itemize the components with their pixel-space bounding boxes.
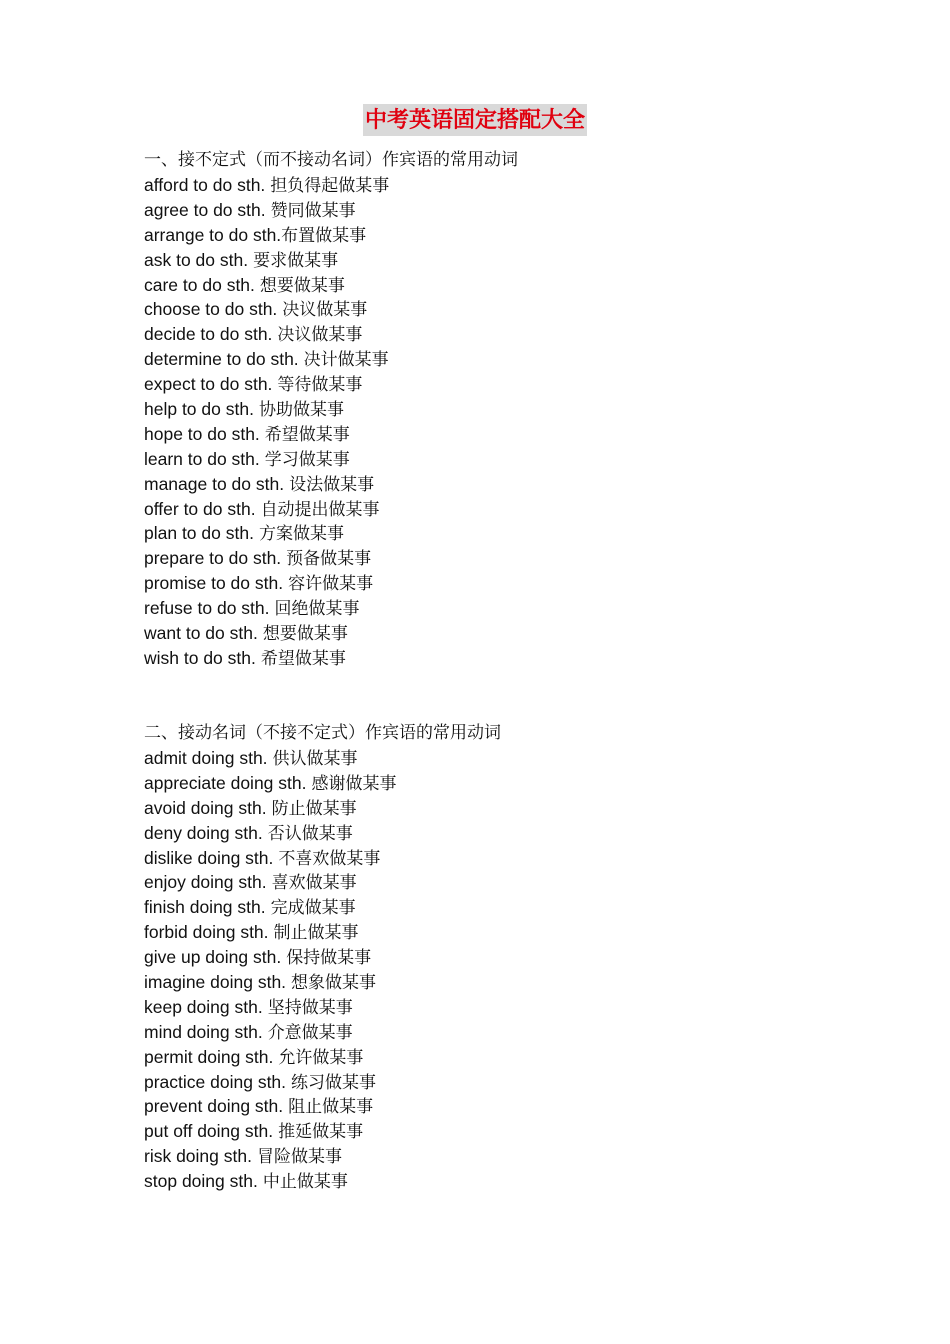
phrase-chinese: 不喜欢做某事: [278, 848, 381, 869]
phrase-english: care to do sth.: [144, 274, 255, 295]
list-item: [144, 546, 518, 571]
list-item: [144, 596, 518, 621]
phrase-english: avoid doing sth.: [144, 797, 267, 818]
phrase-english: finish doing sth.: [144, 897, 266, 918]
phrase-chinese: 冒险做某事: [256, 1147, 342, 1168]
phrase-english: ask to do sth.: [144, 249, 249, 270]
list-item: [144, 646, 518, 671]
phrase-english: afford to do sth.: [144, 175, 266, 195]
list-item: [144, 920, 501, 945]
phrase-chinese: 方案做某事: [258, 524, 344, 545]
phrase-chinese: 供认做某事: [272, 749, 358, 769]
phrase-chinese: 等待做某事: [277, 375, 363, 396]
list-item: [144, 372, 518, 397]
phrase-chinese: 赞同做某事: [270, 200, 356, 221]
phrase-chinese: 介意做某事: [267, 1022, 353, 1043]
list-item: [144, 173, 518, 198]
phrase-chinese: 希望做某事: [264, 424, 350, 445]
phrase-chinese: 学习做某事: [264, 449, 350, 470]
list-item: [144, 571, 518, 596]
section-heading: 二、接动名词（不接不定式）作宾语的常用动词: [144, 723, 501, 743]
phrase-chinese: 回绝做某事: [274, 599, 360, 620]
phrase-chinese: 要求做某事: [253, 250, 339, 271]
phrase-english: arrange to do sth.: [144, 224, 282, 245]
phrase-english: agree to do sth.: [144, 199, 266, 220]
phrase-chinese: 担负得起做某事: [270, 176, 390, 196]
phrase-english: prevent doing sth.: [144, 1096, 284, 1117]
list-item: [144, 945, 501, 970]
list-item: [144, 472, 518, 497]
phrase-chinese: 允许做某事: [278, 1047, 364, 1068]
phrase-english: hope to do sth.: [144, 423, 260, 444]
list-item: [144, 746, 501, 771]
list-item: [144, 273, 518, 298]
phrase-english: risk doing sth.: [144, 1146, 252, 1167]
list-item: [144, 895, 501, 920]
phrase-english: plan to do sth.: [144, 523, 254, 544]
phrase-english: offer to do sth.: [144, 498, 256, 519]
section-heading: 一、接不定式（而不接动名词）作宾语的常用动词: [144, 150, 518, 170]
phrase-chinese: 希望做某事: [260, 648, 346, 669]
list-item: [144, 796, 501, 821]
list-item: [144, 1045, 501, 1070]
phrase-chinese: 自动提出做某事: [260, 499, 380, 520]
phrase-english: determine to do sth.: [144, 349, 299, 370]
phrase-english: learn to do sth.: [144, 448, 260, 469]
phrase-english: manage to do sth.: [144, 473, 285, 494]
list-item: [144, 1020, 501, 1045]
phrase-chinese: 否认做某事: [267, 823, 353, 844]
phrase-list: [144, 173, 518, 671]
phrase-chinese: 想要做某事: [259, 275, 345, 296]
phrase-english: admit doing sth.: [144, 748, 268, 768]
phrase-chinese: 布置做某事: [281, 225, 367, 246]
section-infinitive-verbs: [144, 148, 518, 671]
phrase-chinese: 设法做某事: [289, 474, 375, 495]
list-item: [144, 821, 501, 846]
phrase-chinese: 制止做某事: [273, 923, 359, 944]
list-item: [144, 1119, 501, 1144]
list-item: [144, 322, 518, 347]
list-item: [144, 198, 518, 223]
phrase-english: deny doing sth.: [144, 822, 263, 843]
phrase-english: expect to do sth.: [144, 374, 273, 395]
phrase-chinese: 容许做某事: [288, 574, 374, 595]
list-item: [144, 347, 518, 372]
phrase-chinese: 坚持做某事: [267, 997, 353, 1018]
list-item: [144, 1144, 501, 1169]
phrase-chinese: 阻止做某事: [288, 1097, 374, 1118]
phrase-english: decide to do sth.: [144, 324, 273, 345]
title-wrap: [0, 104, 950, 136]
list-item: [144, 870, 501, 895]
phrase-english: help to do sth.: [144, 399, 254, 420]
list-item: [144, 1094, 501, 1119]
list-item: [144, 846, 501, 871]
phrase-english: permit doing sth.: [144, 1046, 274, 1067]
list-item: [144, 422, 518, 447]
phrase-english: keep doing sth.: [144, 996, 263, 1017]
phrase-chinese: 练习做某事: [291, 1072, 377, 1093]
list-item: [144, 397, 518, 422]
phrase-english: dislike doing sth.: [144, 847, 274, 868]
list-item: [144, 621, 518, 646]
document-title: 中考英语固定搭配大全: [363, 104, 587, 136]
phrase-english: appreciate doing sth.: [144, 772, 307, 793]
phrase-chinese: 推延做某事: [278, 1122, 364, 1143]
phrase-english: enjoy doing sth.: [144, 872, 267, 893]
list-item: [144, 297, 518, 322]
phrase-chinese: 中止做某事: [262, 1172, 348, 1193]
phrase-english: prepare to do sth.: [144, 548, 282, 569]
list-item: [144, 521, 518, 546]
phrase-english: put off doing sth.: [144, 1121, 274, 1142]
phrase-english: wish to do sth.: [144, 647, 256, 668]
phrase-chinese: 想象做某事: [291, 973, 377, 994]
list-item: [144, 497, 518, 522]
phrase-english: choose to do sth.: [144, 299, 278, 320]
list-item: [144, 970, 501, 995]
phrase-chinese: 预备做某事: [286, 549, 372, 570]
phrase-english: promise to do sth.: [144, 573, 284, 594]
phrase-english: mind doing sth.: [144, 1021, 263, 1042]
phrase-chinese: 喜欢做某事: [271, 873, 357, 894]
phrase-chinese: 决议做某事: [282, 300, 368, 321]
phrase-chinese: 防止做某事: [271, 798, 357, 819]
phrase-chinese: 协助做某事: [258, 400, 344, 421]
section-gerund-verbs: [144, 721, 501, 1194]
phrase-chinese: 保持做某事: [286, 948, 372, 969]
list-item: [144, 447, 518, 472]
list-item: [144, 223, 518, 248]
list-item: [144, 248, 518, 273]
list-item: [144, 1169, 501, 1194]
phrase-english: imagine doing sth.: [144, 972, 287, 993]
list-item: [144, 1070, 501, 1095]
phrase-chinese: 完成做某事: [270, 898, 356, 919]
list-item: [144, 771, 501, 796]
phrase-english: forbid doing sth.: [144, 922, 269, 943]
phrase-english: practice doing sth.: [144, 1071, 287, 1092]
phrase-chinese: 决计做某事: [303, 350, 389, 371]
phrase-list: [144, 746, 501, 1194]
phrase-chinese: 感谢做某事: [311, 773, 397, 794]
phrase-chinese: 想要做某事: [262, 624, 348, 645]
list-item: [144, 995, 501, 1020]
phrase-english: stop doing sth.: [144, 1171, 258, 1192]
phrase-chinese: 决议做某事: [277, 325, 363, 346]
phrase-english: want to do sth.: [144, 623, 258, 644]
phrase-english: give up doing sth.: [144, 947, 282, 968]
phrase-english: refuse to do sth.: [144, 598, 270, 619]
